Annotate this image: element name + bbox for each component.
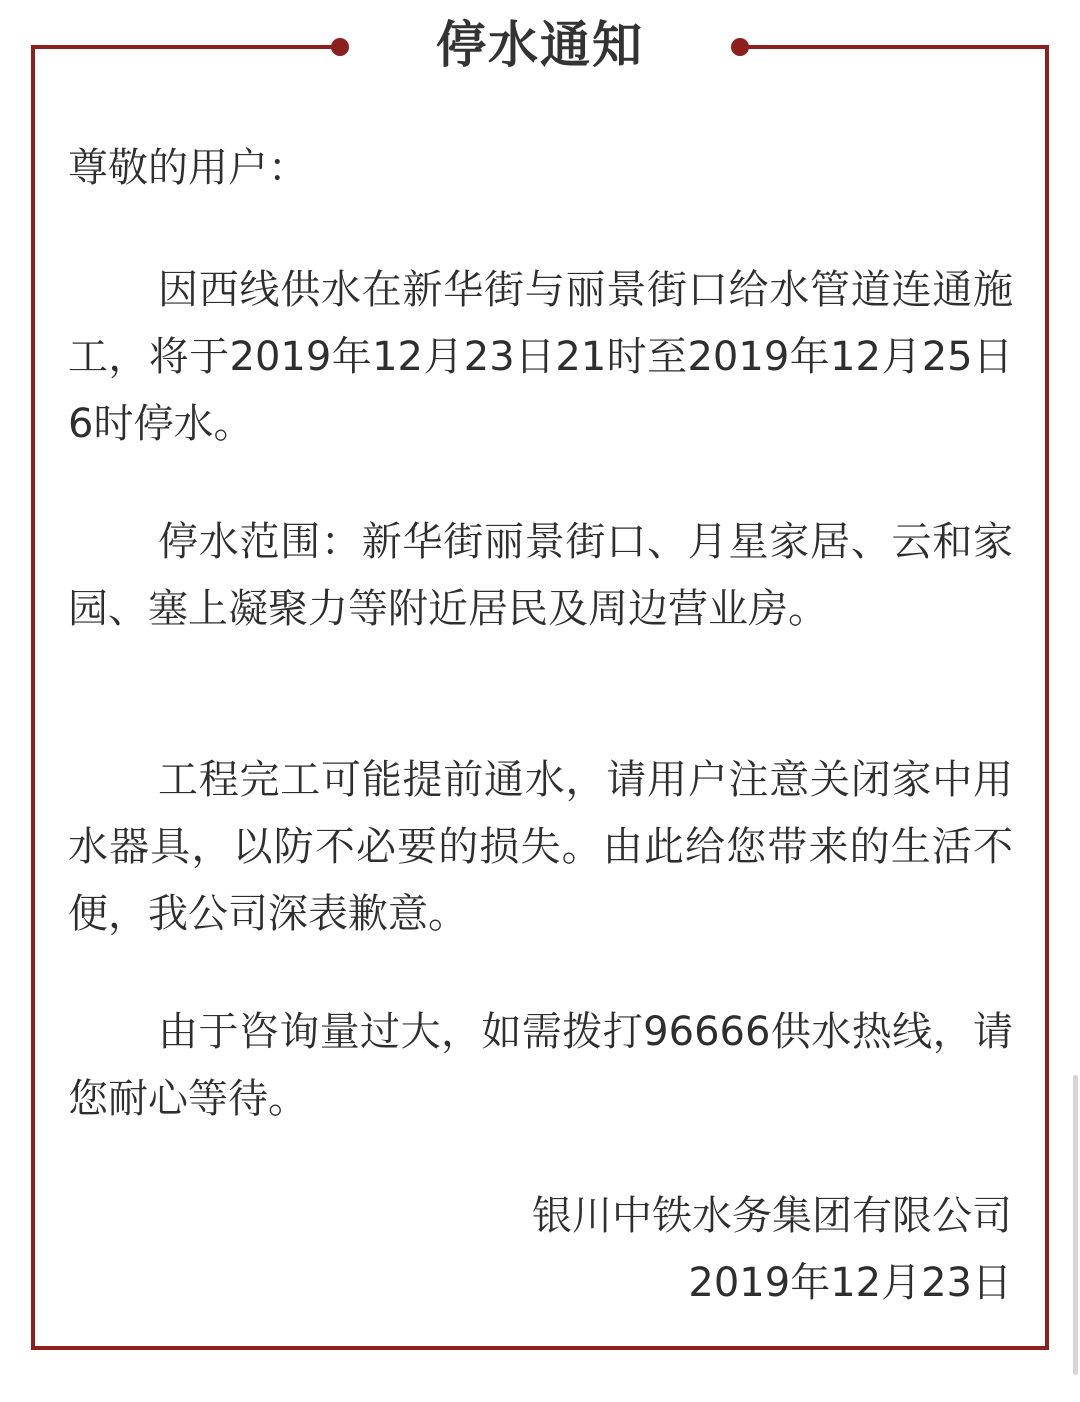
notice-paragraph-scope: 停水范围：新华街丽景街口、月星家居、云和家园、塞上凝聚力等附近居民及周边营业房。 xyxy=(68,519,1013,632)
frame-top-line-right xyxy=(740,45,1049,49)
notice-title: 停水通知 xyxy=(436,16,644,74)
page-scrollbar[interactable] xyxy=(1073,1075,1078,1375)
notice-paragraph-schedule: 因西线供水在新华街与丽景街口给水管道连通施工，将于2019年12月23日21时至2019年12月25日6时停水。 xyxy=(68,267,1013,447)
notice-greeting: 尊敬的用户： xyxy=(68,145,308,191)
title-dot-left xyxy=(331,38,349,56)
notice-paragraph-hotline: 由于咨询量过大，如需拨打96666供水热线，请您耐心等待。 xyxy=(68,1009,1013,1122)
signature-date: 2019年12月23日 xyxy=(688,1260,1012,1306)
notice-paragraph-apology: 工程完工可能提前通水，请用户注意关闭家中用水器具，以防不必要的损失。由此给您带来的生活不便，我公司深表歉意。 xyxy=(68,757,1013,937)
signature-company: 银川中铁水务集团有限公司 xyxy=(532,1193,1012,1239)
frame-top-line-left xyxy=(31,45,341,49)
notice-frame xyxy=(31,45,1049,1350)
title-dot-right xyxy=(731,38,749,56)
